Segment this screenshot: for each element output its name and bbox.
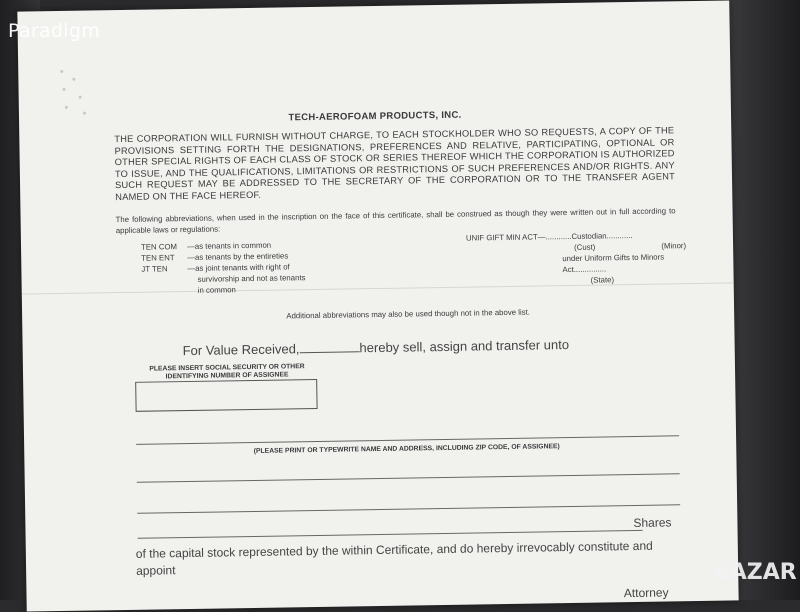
amount-blank[interactable] bbox=[299, 341, 359, 353]
abbreviations-intro: The following abbreviations, when used in the inscription on the face of this certificate, shall be construed as though they were written out in full according to applicable laws or regulations: bbox=[115, 206, 676, 236]
unif-line: UNIF GIFT MIN ACT—............Custodian............ bbox=[465, 230, 633, 243]
attorney-label: Attorney bbox=[623, 585, 669, 601]
abbreviation-continuation: in common bbox=[197, 285, 236, 295]
abbreviation-text: —as tenants in common bbox=[186, 240, 272, 251]
abbreviation-key: TEN COM bbox=[140, 242, 178, 252]
for-value-received-line bbox=[183, 337, 570, 358]
abbreviation-text: —as tenants by the entireties bbox=[187, 251, 289, 262]
abbreviation-text: —as joint tenants with right of bbox=[187, 262, 290, 273]
address-line[interactable] bbox=[137, 473, 680, 483]
ssn-box[interactable] bbox=[135, 379, 317, 412]
ssn-label: PLEASE INSERT SOCIAL SECURITY OR OTHER IDENTIFYING NUMBER OF ASSIGNEE bbox=[149, 363, 305, 381]
capital-stock-text: of the capital stock represented by the within Certificate, and do hereby irrevocably constitute and appoint bbox=[135, 538, 653, 578]
paradigm-watermark: Paradigm bbox=[8, 20, 101, 42]
minor-label: (Minor) bbox=[661, 241, 687, 251]
abbreviation-key: TEN ENT bbox=[141, 253, 175, 263]
shares-line[interactable] bbox=[138, 530, 643, 539]
abbreviation-continuation: survivorship and not as tenants bbox=[197, 273, 306, 284]
abbreviations-list bbox=[141, 239, 306, 297]
stock-certificate-back bbox=[17, 0, 738, 611]
bazar-logo: BAZAR bbox=[713, 560, 797, 585]
transfer-text: hereby sell, assign and transfer unto bbox=[359, 337, 570, 356]
act-line: Act............... bbox=[562, 264, 607, 275]
address-line[interactable] bbox=[137, 504, 680, 514]
company-title: TECH-AEROFOAM PRODUCTS, INC. bbox=[288, 109, 462, 124]
rights-notice: THE CORPORATION WILL FURNISH WITHOUT CHARGE, TO EACH STOCKHOLDER WHO SO REQUESTS, A COPY OF THE PROVISIONS SETTING FORTH THE DESIGNATIONS, PREFERENCES AND RELATIVE, PARTICIPATING, OPTIONAL OR OTHER SPECIAL RIGHTS OF EACH CLASS OF STOCK OR SERIES THEREOF WHICH THE CORPORATION IS AUTHORIZED TO ISSUE, AND THE QUALIFICATIONS, LIMITATIONS OR RESTRICTIONS OF SUCH PREFERENCES AND/OR RIGHTS. ANY SUCH REQUEST MAY BE ADDRESSED TO THE SECRETARY OF THE CORPORATION OR TO THE TRANSFER AGENT NAMED ON THE FACE HEREOF. bbox=[114, 125, 676, 203]
abbreviation-key: JT TEN bbox=[141, 264, 168, 274]
unif-gift-block bbox=[466, 229, 697, 288]
print-name-label: (PLEASE PRINT OR TYPEWRITE NAME AND ADDRESS, INCLUDING ZIP CODE, OF ASSIGNEE) bbox=[253, 443, 560, 455]
state-label: (State) bbox=[590, 275, 615, 285]
cust-label: (Cust) bbox=[574, 242, 596, 252]
shares-label: Shares bbox=[633, 515, 672, 531]
for-value-label: For Value Received, bbox=[182, 341, 300, 359]
additional-abbreviations: Additional abbreviations may also be used though not in the above list. bbox=[286, 307, 530, 321]
background-right bbox=[730, 0, 800, 600]
uniform-gifts-line: under Uniform Gifts to Minors bbox=[562, 252, 665, 264]
